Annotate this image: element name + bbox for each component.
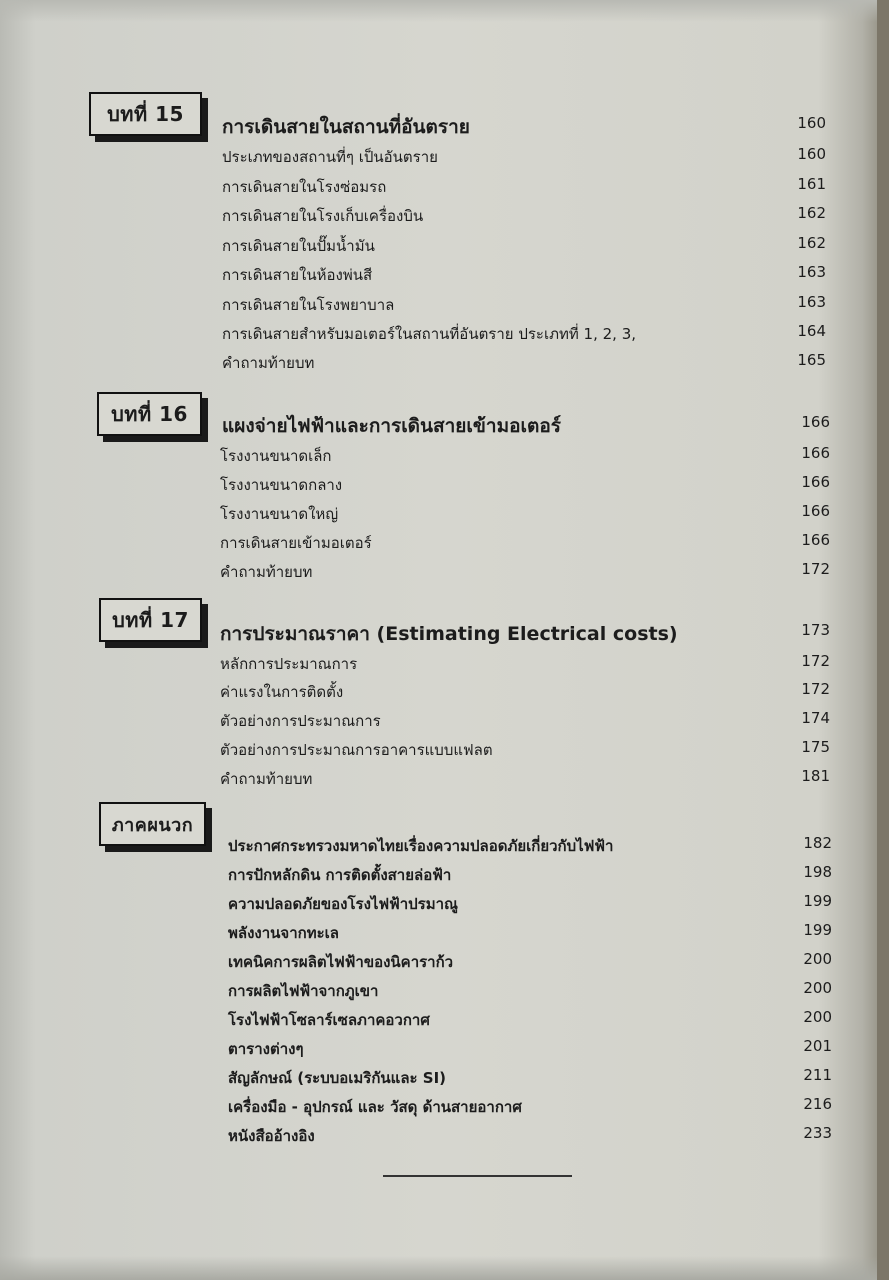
toc-entry: การเดินสายเข้ามอเตอร์: [220, 534, 372, 552]
toc-entry-page: 182: [803, 834, 832, 852]
toc-entry: ตัวอย่างการประมาณการอาคารแบบแฟลต: [220, 741, 493, 759]
toc-entry: คำถามท้ายบท: [220, 770, 313, 788]
toc-entry: การเดินสายในโรงเก็บเครื่องบิน: [222, 207, 424, 225]
toc-entry: ตารางต่างๆ: [228, 1040, 304, 1058]
toc-entry: พลังงานจากทะเล: [228, 924, 339, 942]
chapter-16-label: บทที่ 16: [111, 402, 188, 426]
toc-entry: หนังสืออ้างอิง: [228, 1127, 315, 1145]
chapter-15-label-box: [89, 92, 202, 136]
toc-entry: ประเภทของสถานที่ๆ เป็นอันตราย: [222, 148, 438, 166]
toc-entry-page: 165: [797, 351, 826, 369]
toc-entry-page: 166: [801, 502, 830, 520]
toc-entry: หลักการประมาณการ: [220, 655, 358, 673]
page-shadow-top: [0, 0, 889, 22]
chapter-17-label-box: [99, 598, 202, 642]
toc-entry: ตัวอย่างการประมาณการ: [220, 712, 381, 730]
chapter-16-page: 166: [801, 413, 830, 431]
toc-entry-page: 175: [801, 738, 830, 756]
page-binding-edge: [877, 0, 889, 1280]
toc-entry-page: 163: [797, 263, 826, 281]
toc-entry-page: 198: [803, 863, 832, 881]
toc-entry: เทคนิคการผลิตไฟฟ้าของนิคาราก้ว: [228, 953, 454, 971]
toc-entry-page: 201: [803, 1037, 832, 1055]
toc-entry-page: 162: [797, 234, 826, 252]
toc-entry: ค่าแรงในการติดตั้ง: [220, 683, 344, 701]
toc-entry-page: 200: [803, 979, 832, 997]
toc-entry-page: 163: [797, 293, 826, 311]
toc-entry-page: 199: [803, 921, 832, 939]
toc-entry: การเดินสายในโรงพยาบาล: [222, 296, 395, 314]
chapter-15-label: บทที่ 15: [107, 102, 184, 126]
chapter-17-page: 173: [801, 621, 830, 639]
toc-entry: การปักหลักดิน การติดตั้งสายล่อฟ้า: [228, 866, 452, 884]
toc-entry: การเดินสายในปั๊มน้ำมัน: [222, 237, 375, 255]
chapter-15-page: 160: [797, 114, 826, 132]
toc-entry-page: 161: [797, 175, 826, 193]
toc-entry: การเดินสายในโรงซ่อมรถ: [222, 178, 387, 196]
toc-entry-page: 172: [801, 680, 830, 698]
end-divider-line: [383, 1175, 572, 1177]
toc-entry: การเดินสายในห้องพ่นสี: [222, 266, 373, 284]
chapter-17-label: บทที่ 17: [112, 608, 189, 632]
toc-entry: โรงงานขนาดเล็ก: [220, 447, 332, 465]
toc-entry: การผลิตไฟฟ้าจากภูเขา: [228, 982, 379, 1000]
toc-entry: โรงงานขนาดใหญ่: [220, 505, 339, 523]
toc-entry-page: 166: [801, 531, 830, 549]
toc-entry-page: 181: [801, 767, 830, 785]
toc-entry: การเดินสายสำหรับมอเตอร์ในสถานที่อันตราย ประเภทที่ 1, 2, 3,: [222, 325, 637, 343]
toc-entry-page: 233: [803, 1124, 832, 1142]
toc-entry: คำถามท้ายบท: [222, 354, 315, 372]
toc-entry: คำถามท้ายบท: [220, 563, 313, 581]
appendix-label-box: [99, 802, 206, 846]
toc-entry-page: 172: [801, 652, 830, 670]
toc-entry: ประกาศกระทรวงมหาดไทยเรื่องความปลอดภัยเกี่ยวกับไฟฟ้า: [228, 837, 614, 855]
toc-entry: สัญลักษณ์ (ระบบอเมริกันและ SI): [228, 1069, 447, 1087]
page-shadow-bottom: [0, 1256, 889, 1280]
chapter-15-title: การเดินสายในสถานที่อันตราย: [222, 116, 470, 138]
toc-entry-page: 216: [803, 1095, 832, 1113]
chapter-17-title: การประมาณราคา (Estimating Electrical costs): [220, 623, 678, 645]
toc-entry-page: 164: [797, 322, 826, 340]
toc-entry-page: 211: [803, 1066, 832, 1084]
toc-entry-page: 200: [803, 1008, 832, 1026]
toc-entry-page: 200: [803, 950, 832, 968]
toc-entry: โรงไฟฟ้าโซลาร์เซลภาคอวกาศ: [228, 1011, 430, 1029]
toc-entry-page: 172: [801, 560, 830, 578]
chapter-16-title: แผงจ่ายไฟฟ้าและการเดินสายเข้ามอเตอร์: [222, 415, 561, 437]
appendix-label: ภาคผนวก: [111, 814, 194, 836]
toc-entry-page: 162: [797, 204, 826, 222]
toc-entry: โรงงานขนาดกลาง: [220, 476, 343, 494]
toc-entry-page: 199: [803, 892, 832, 910]
chapter-16-label-box: [97, 392, 202, 436]
toc-entry-page: 166: [801, 473, 830, 491]
toc-entry-page: 174: [801, 709, 830, 727]
toc-entry: เครื่องมือ - อุปกรณ์ และ วัสดุ ด้านสายอากาศ: [228, 1098, 522, 1116]
toc-entry: ความปลอดภัยของโรงไฟฟ้าปรมาณู: [228, 895, 458, 913]
toc-entry-page: 160: [797, 145, 826, 163]
toc-entry-page: 166: [801, 444, 830, 462]
